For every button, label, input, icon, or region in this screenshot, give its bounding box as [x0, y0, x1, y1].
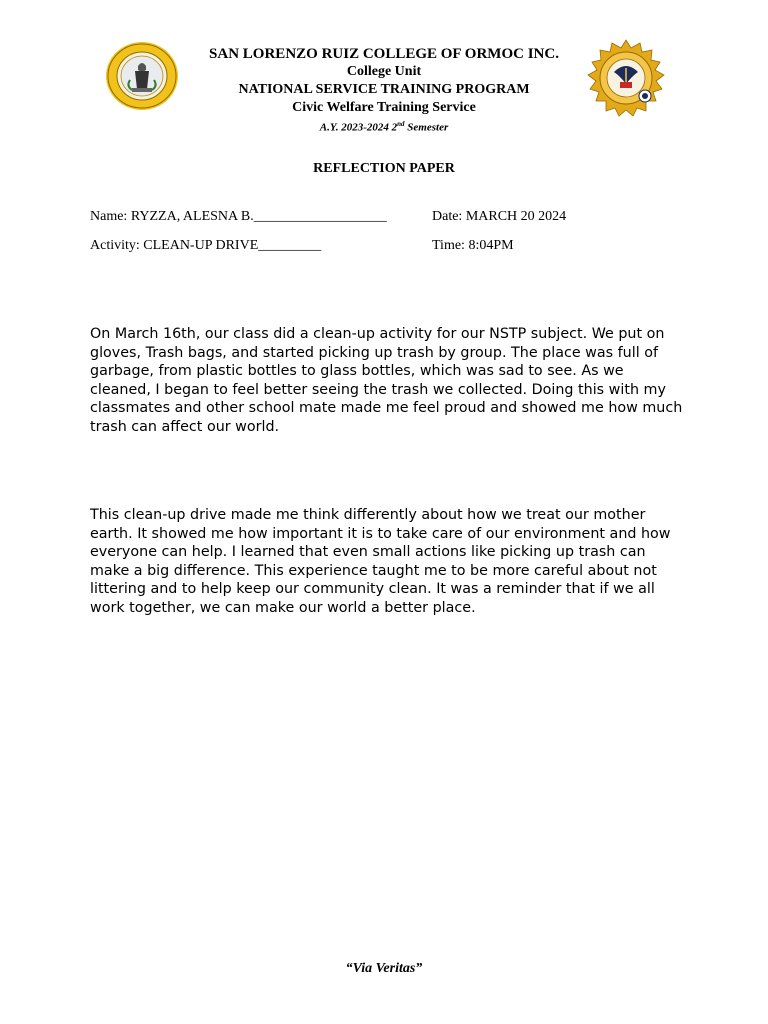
academic-term: [180, 117, 588, 135]
reflection-paragraph-1: On March 16th, our class did a clean-up activity for our NSTP subject. We put on gloves, Trash bags, and started picking up trash by group. The place was full of garbage, from plastic bottles to glass bottles, which was sad to see. As we cleaned, I began to feel better seeing the trash we collected. Doing this with my classmates and other school mate made me feel proud and showed me how much trash can affect our world.: [90, 326, 683, 435]
component-name: Civic Welfare Training Service: [292, 100, 476, 115]
document-header: [180, 45, 588, 135]
term-prefix: A.Y. 2023-2024 2: [319, 121, 398, 134]
nstp-cwts-seal-icon: [584, 38, 668, 118]
school-motto: “Via Veritas”: [345, 961, 423, 976]
term-suffix: Semester: [404, 121, 449, 134]
time-field: Time: 8:04PM: [432, 238, 514, 253]
program-name: NATIONAL SERVICE TRAINING PROGRAM: [238, 82, 530, 97]
unit-name: College Unit: [346, 64, 422, 79]
institution-name: SAN LORENZO RUIZ COLLEGE OF ORMOC INC.: [209, 46, 559, 62]
activity-field: Activity: CLEAN-UP DRIVE_________: [90, 238, 322, 253]
name-field: Name: RYZZA, ALESNA B.___________________: [90, 209, 387, 224]
college-seal-icon: [104, 40, 180, 112]
document-title: REFLECTION PAPER: [313, 161, 455, 176]
term-superscript: nd: [397, 120, 405, 128]
reflection-paragraph-2: This clean-up drive made me think differently about how we treat our mother earth. It showed me how important it is to take care of our environment and how everyone can help. I learned that even small actions like picking up trash can make a big difference. This experience taught me to be more careful about not littering and to help keep our community clean. It was a reminder that if we all work together, we can make our world a better place.: [90, 507, 671, 616]
date-field: Date: MARCH 20 2024: [432, 209, 567, 224]
